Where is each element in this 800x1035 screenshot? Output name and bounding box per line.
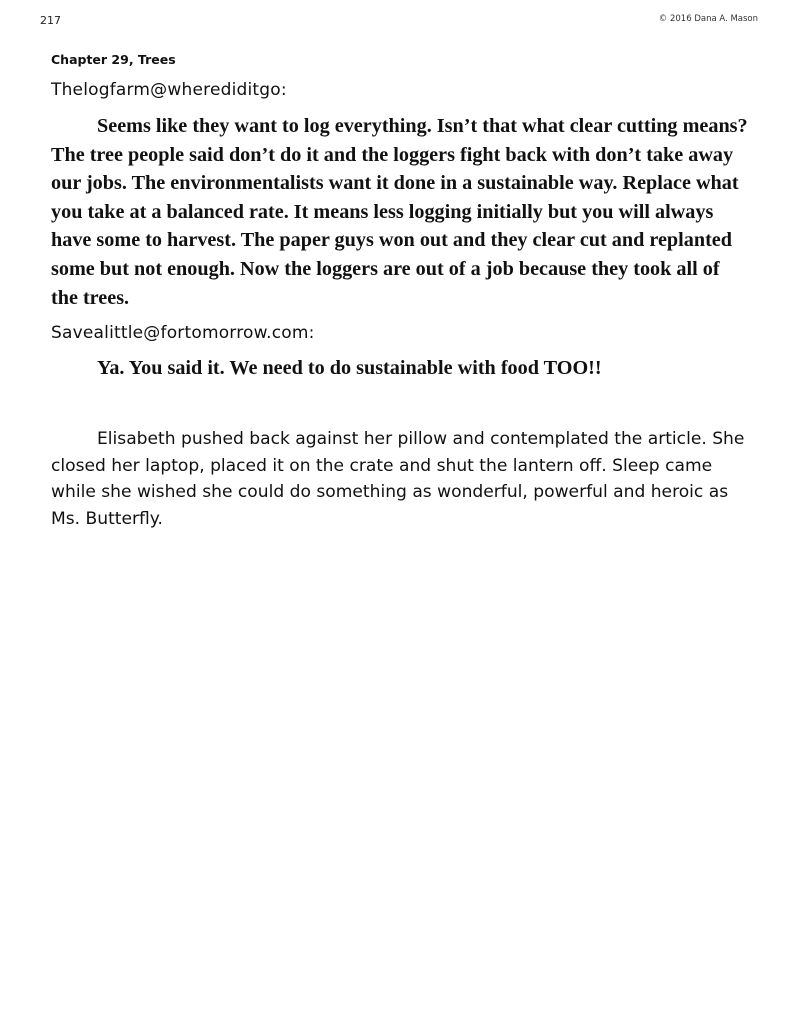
comment-handle-savealittle: Savealittle@fortomorrow.com: xyxy=(51,323,315,343)
chapter-title: Chapter 29, Trees xyxy=(51,52,176,67)
copyright-notice: © 2016 Dana A. Mason xyxy=(658,14,758,24)
comment-handle-logfarm: Thelogfarm@wherediditgo: xyxy=(51,80,287,100)
comment-text-logfarm: Seems like they want to log everything. Isn’t that what clear cutting means? The tree people said don’t do it and the loggers fight back with don’t take away our jobs. The environmentalists want it done in a sustainable way. Replace what you take at a balanced rate. It means less logging initially but you will always have some to harvest. The paper guys won out and they clear cut and replanted some but not enough. Now the loggers are out of a job because they took all of the trees. xyxy=(51,115,748,309)
narrative-paragraph: Elisabeth pushed back against her pillow and contemplated the article. She closed her laptop, placed it on the crate and shut the lantern off. Sleep came while she wished she could do something as wonderful, powerful and heroic as Ms. Butterfly. xyxy=(51,429,745,529)
page-number: 217 xyxy=(40,14,61,27)
comment-text-savealittle: Ya. You said it. We need to do sustainable with food TOO!! xyxy=(97,357,602,379)
